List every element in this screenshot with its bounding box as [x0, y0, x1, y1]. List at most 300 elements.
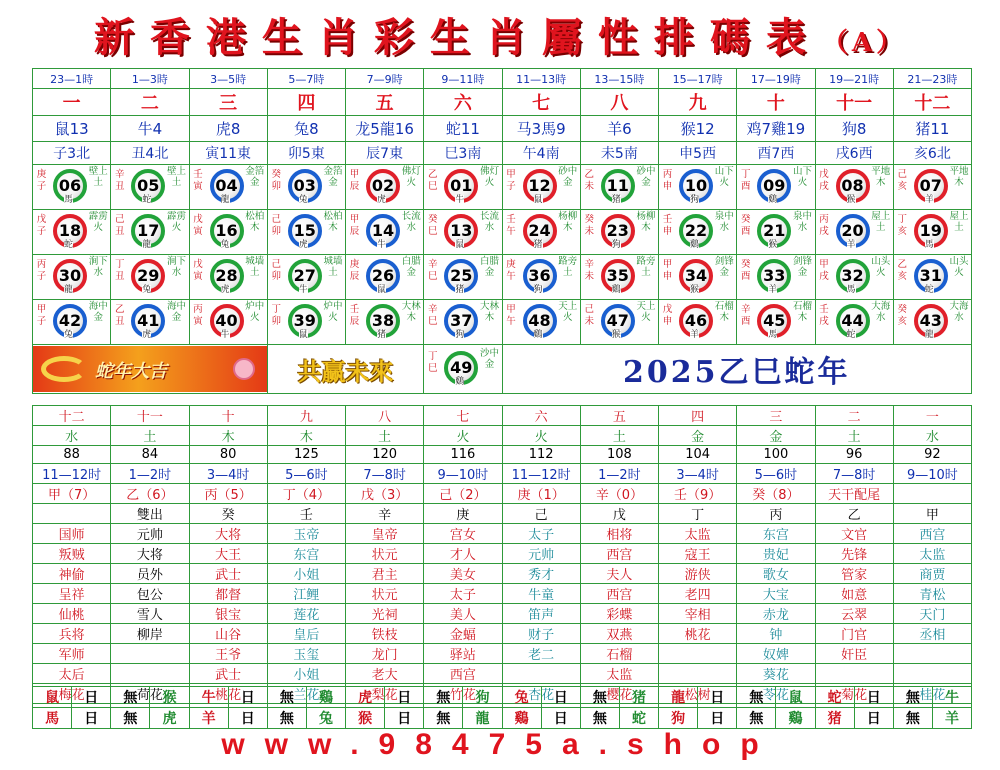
ball-cell [580, 255, 658, 300]
title-cell: 东宫 [267, 544, 345, 564]
element-label: 砂中金 [558, 166, 578, 188]
banner-text: 蛇年大吉 [95, 361, 167, 382]
title-cell: 铁枝 [346, 624, 424, 644]
ganzhi-label: 丙戌 [819, 214, 829, 237]
ball-number: 32 [841, 266, 864, 285]
ganzhi-label: 庚午 [506, 259, 516, 282]
conflict-cell: 無 [267, 708, 306, 729]
ball-cell [111, 165, 189, 210]
title-cell: 元帅 [111, 524, 189, 544]
mid-hour-cell: 11—12时 [502, 464, 580, 484]
animal-label: 虎 [377, 195, 387, 205]
stem2-cell: 乙 [815, 504, 893, 524]
stem2-cell [33, 504, 111, 524]
ball-cell [815, 300, 893, 345]
hour-cell: 7—9時 [346, 69, 424, 89]
zodiac-cell: 羊6 [580, 116, 658, 142]
ball-number: 12 [528, 176, 551, 195]
ball-row [33, 210, 972, 255]
ganzhi-label: 己丑 [114, 214, 125, 237]
animal-label: 兔 [220, 240, 230, 250]
conflict-cell: 無 [893, 687, 932, 708]
title-cell: 青松 [893, 584, 971, 604]
direction-cell: 申5西 [659, 142, 737, 165]
ball-cell [424, 165, 502, 210]
element-row [33, 426, 972, 446]
title-cell: 银宝 [189, 604, 267, 624]
element-label: 山下火 [714, 166, 734, 188]
element-cell: 金 [737, 426, 815, 446]
element-label: 炉中火 [323, 301, 343, 323]
animal-label: 馬 [64, 195, 74, 205]
element-label: 屋上土 [871, 211, 891, 233]
ball-cell [424, 210, 502, 255]
animal-label: 猴 [611, 330, 621, 340]
ball-cell [659, 165, 737, 210]
conflict-cell: 龍 [463, 708, 502, 729]
element-label: 海中金 [88, 301, 108, 323]
element-label: 长流水 [401, 211, 421, 233]
ganzhi-label: 辛酉 [740, 304, 751, 327]
value-cell: 84 [111, 446, 189, 464]
title-cell: 老四 [659, 584, 737, 604]
ball-number: 23 [606, 221, 629, 240]
direction-cell: 辰7東 [346, 142, 424, 165]
element-cell: 水 [33, 426, 111, 446]
value-cell: 120 [346, 446, 424, 464]
animal-label: 猴 [768, 240, 778, 250]
title-cell [893, 644, 971, 664]
conflict-row [33, 708, 972, 729]
mid-number-cell: 十一 [111, 406, 189, 426]
conflict-cell: 無 [893, 708, 932, 729]
ball-cell [659, 210, 737, 255]
ganzhi-label: 己未 [584, 304, 594, 327]
conflict-cell: 蛇 [815, 687, 854, 708]
mid-number-cell: 九 [267, 406, 345, 426]
ganzhi-label: 癸亥 [897, 304, 907, 327]
title-cell [815, 664, 893, 684]
promo-row [33, 345, 972, 394]
title-cell: 皇帝 [346, 524, 424, 544]
ball-number: 02 [371, 176, 395, 195]
title-cell: 状元 [346, 544, 424, 564]
ball-row [33, 165, 972, 210]
element-label: 天上火 [558, 301, 578, 323]
ball-cell [189, 255, 267, 300]
title-cell: 彩蝶 [580, 604, 658, 624]
element-label: 大海水 [949, 301, 969, 323]
title-cell [111, 664, 189, 684]
ganzhi-label: 壬申 [662, 214, 673, 237]
mid-hour-cell: 3—4时 [659, 464, 737, 484]
ball-number: 47 [606, 311, 629, 330]
element-label: 霹雳火 [166, 211, 186, 233]
hour-cell: 23—1時 [33, 69, 111, 89]
element-cell: 金 [659, 426, 737, 446]
ganzhi-label: 癸未 [584, 214, 594, 237]
ganzhi-label: 甲戌 [819, 259, 829, 282]
value-cell: 88 [33, 446, 111, 464]
direction-cell: 亥6北 [893, 142, 971, 165]
ball-cell [424, 300, 502, 345]
title-cell: 财子 [502, 624, 580, 644]
ball-number: 16 [215, 221, 238, 240]
ball-number: 36 [528, 266, 551, 285]
zodiac-cell: 鸡7雞19 [737, 116, 815, 142]
title-cell: 荷花 [111, 684, 189, 704]
direction-cell: 午4南 [502, 142, 580, 165]
hour-cell: 1—3時 [111, 69, 189, 89]
attributes-body [33, 406, 972, 704]
title-cell: 竹花 [424, 684, 502, 704]
element-cell: 水 [893, 426, 971, 446]
zodiac-cell: 龙5龍16 [346, 116, 424, 142]
mid-hour-cell: 1—2时 [111, 464, 189, 484]
element-cell: 木 [189, 426, 267, 446]
element-label: 长流水 [479, 211, 499, 233]
ball-cell [189, 165, 267, 210]
element-label: 石榴木 [792, 301, 812, 323]
stem2-cell: 丁 [659, 504, 737, 524]
value-cell: 108 [580, 446, 658, 464]
element-label: 大林木 [479, 301, 499, 323]
value-row [33, 446, 972, 464]
attributes-table [32, 405, 972, 704]
ball-cell [580, 300, 658, 345]
element-label: 城墙土 [245, 256, 265, 278]
conflict-cell: 無 [737, 687, 776, 708]
title-cell: 菊花 [815, 684, 893, 704]
ganzhi-label: 己卯 [271, 259, 281, 282]
title-cell: 商贾 [893, 564, 971, 584]
element-cell: 火 [502, 426, 580, 446]
conflict-cell: 無 [580, 708, 619, 729]
title-cell: 游侠 [659, 564, 737, 584]
hours-row [33, 69, 972, 89]
title-cell: 元帅 [502, 544, 580, 564]
title-row [33, 624, 972, 644]
promo-slogan: 共赢未來 [297, 356, 394, 386]
ganzhi-label: 丁亥 [897, 214, 907, 237]
element-label: 霹雳火 [88, 211, 108, 233]
mid-hour-row [33, 464, 972, 484]
ganzhi-label: 癸酉 [740, 214, 751, 237]
title-cell: 相将 [580, 524, 658, 544]
mid-number-row [33, 406, 972, 426]
conflict-cell: 兔 [306, 708, 345, 729]
promo-slogan-cell [267, 345, 424, 394]
animal-label: 兔 [64, 330, 74, 340]
title-cell: 奸臣 [815, 644, 893, 664]
mid-hour-cell: 1—2时 [580, 464, 658, 484]
direction-cell: 酉7西 [737, 142, 815, 165]
element-label: 屋上土 [949, 211, 969, 233]
conflict-cell: 日 [854, 708, 893, 729]
conflict-cell: 猪 [619, 687, 658, 708]
hour-cell: 17—19時 [737, 69, 815, 89]
element-label: 金箔金 [245, 166, 265, 188]
title-cell: 兵将 [33, 624, 111, 644]
zodiac-cell: 虎8 [189, 116, 267, 142]
conflict-cell: 無 [267, 687, 306, 708]
direction-row [33, 142, 972, 165]
animal-label: 鼠 [533, 195, 543, 205]
title-cell: 国师 [33, 524, 111, 544]
element-label: 涧下水 [88, 256, 108, 278]
title-cell: 太子 [424, 584, 502, 604]
ganzhi-label: 辛巳 [427, 259, 438, 282]
conflict-cell: 日 [385, 708, 424, 729]
element-label: 大海水 [871, 301, 891, 323]
title-cell: 贵妃 [737, 544, 815, 564]
ball-cell [659, 255, 737, 300]
title-cell: 状元 [346, 584, 424, 604]
ball-cell [502, 165, 580, 210]
title-cell: 玉帝 [267, 524, 345, 544]
title-cell: 莲花 [267, 604, 345, 624]
number-cell: 十 [737, 89, 815, 116]
ganzhi-label: 壬寅 [193, 169, 203, 192]
ball-number: 09 [763, 176, 786, 195]
title-cell: 老二 [502, 644, 580, 664]
title-cell: 赤龙 [737, 604, 815, 624]
title-cell [111, 644, 189, 664]
mid-number-cell: 七 [424, 406, 502, 426]
animal-label: 狗 [690, 195, 700, 205]
zodiac-cell: 马3馬9 [502, 116, 580, 142]
title-cell: 杏花 [502, 684, 580, 704]
ganzhi-label: 己亥 [897, 169, 907, 192]
zodiac-cell: 鼠13 [33, 116, 111, 142]
conflict-cell: 狗 [463, 687, 502, 708]
animal-label: 猴 [690, 285, 700, 295]
title-cell: 小姐 [267, 664, 345, 684]
number-cell: 十一 [815, 89, 893, 116]
ganzhi-label: 乙亥 [897, 259, 907, 282]
element-label: 白腊金 [479, 256, 499, 278]
ball-cell [111, 210, 189, 255]
ball-cell [267, 300, 345, 345]
mid-hour-cell: 3—4时 [189, 464, 267, 484]
conflict-cell: 虎 [150, 708, 189, 729]
title-cell: 樱花 [580, 684, 658, 704]
ball-number: 13 [450, 221, 473, 240]
title-cell: 秀才 [502, 564, 580, 584]
ball-number: 22 [684, 221, 708, 240]
title-cell: 笛声 [502, 604, 580, 624]
stem2-cell: 雙出 [111, 504, 189, 524]
element-label: 松柏木 [245, 211, 265, 233]
title-cell: 奴婢 [737, 644, 815, 664]
ball-number: 03 [293, 176, 316, 195]
title-cell: 江鲤 [267, 584, 345, 604]
value-cell: 125 [267, 446, 345, 464]
animal-label: 狗 [533, 285, 543, 295]
mid-number-cell: 六 [502, 406, 580, 426]
mid-hour-cell: 11—12时 [33, 464, 111, 484]
value-cell: 112 [502, 446, 580, 464]
element-label: 泉中水 [792, 211, 812, 233]
ganzhi-label: 甲子 [506, 169, 516, 192]
stem-cell: 甲（7） [33, 484, 111, 504]
element-cell: 土 [580, 426, 658, 446]
stem-cell: 庚（1） [502, 484, 580, 504]
ganzhi-label: 甲辰 [349, 169, 360, 192]
mid-number-cell: 八 [346, 406, 424, 426]
ganzhi-label: 癸巳 [427, 214, 438, 237]
ball-number: 48 [528, 311, 551, 330]
conflict-cell: 無 [580, 687, 619, 708]
ball-number: 11 [606, 176, 629, 195]
mid-number-cell: 一 [893, 406, 971, 426]
element-label: 平地木 [949, 166, 969, 188]
animal-label: 猪 [611, 195, 621, 205]
element-label: 路旁土 [636, 256, 656, 278]
element-label: 山头火 [949, 256, 969, 278]
element-label: 白腊金 [401, 256, 421, 278]
animal-label: 鷄 [768, 195, 778, 205]
conflict-cell: 鷄 [502, 708, 541, 729]
stem-cell: 辛（0） [580, 484, 658, 504]
stem-cell: 乙（6） [111, 484, 189, 504]
title-cell: 夫人 [580, 564, 658, 584]
zodiac-cell: 兔8 [267, 116, 345, 142]
conflict-cell: 無 [111, 708, 150, 729]
title-cell: 武士 [189, 664, 267, 684]
value-cell: 92 [893, 446, 971, 464]
ball-cell [33, 300, 111, 345]
number-cell: 七 [502, 89, 580, 116]
value-cell: 100 [737, 446, 815, 464]
title-cell: 雪人 [111, 604, 189, 624]
mid-number-cell: 三 [737, 406, 815, 426]
title-cell: 皇后 [267, 624, 345, 644]
ball-cell [893, 255, 971, 300]
ball-number: 21 [763, 221, 786, 240]
title-cell: 光祠 [346, 604, 424, 624]
conflict-cell: 無 [424, 708, 463, 729]
direction-cell: 丑4北 [111, 142, 189, 165]
conflict-cell: 鼠 [33, 687, 72, 708]
animal-label: 馬 [768, 330, 778, 340]
animal-label: 馬 [846, 285, 856, 295]
conflict-cell: 日 [228, 708, 267, 729]
ball-number: 34 [684, 266, 708, 285]
stem2-cell: 己 [502, 504, 580, 524]
title-cell: 驿站 [424, 644, 502, 664]
ball-row [33, 300, 972, 345]
animal-label: 羊 [768, 285, 778, 295]
ganzhi-label: 甲申 [662, 259, 673, 282]
title-cell: 员外 [111, 564, 189, 584]
title-cell: 梨花 [346, 684, 424, 704]
ganzhi-label: 丙申 [662, 169, 673, 192]
element-label: 佛灯火 [401, 166, 421, 188]
animal-label: 猴 [846, 195, 856, 205]
ganzhi-label: 壬辰 [349, 304, 360, 327]
direction-cell: 卯5東 [267, 142, 345, 165]
element-label: 路旁土 [558, 256, 578, 278]
zodiac-cell: 猴12 [659, 116, 737, 142]
number-cell: 六 [424, 89, 502, 116]
title-cell: 梅花 [33, 684, 111, 704]
conflict-cell: 日 [385, 687, 424, 708]
special-ball-cell [424, 345, 502, 394]
value-cell: 96 [815, 446, 893, 464]
title-row [33, 664, 972, 684]
ball-cell [659, 300, 737, 345]
title-cell: 天门 [893, 604, 971, 624]
element-label: 剑锋金 [792, 256, 812, 278]
ganzhi-label: 乙巳 [427, 169, 438, 192]
ball-number: 10 [684, 176, 708, 195]
mid-hour-cell: 5—6时 [737, 464, 815, 484]
conflict-cell: 日 [541, 687, 580, 708]
conflict-cell: 無 [424, 687, 463, 708]
title-cell: 武士 [189, 564, 267, 584]
title-cell: 西宫 [580, 544, 658, 564]
conflict-cell: 無 [737, 708, 776, 729]
conflict-cell: 羊 [189, 708, 228, 729]
zodiac-row [33, 116, 972, 142]
element-label: 剑锋金 [714, 256, 734, 278]
animal-label: 蛇 [142, 195, 152, 205]
ball-number: 43 [919, 311, 942, 330]
snake-icon [41, 356, 87, 382]
stem-cell: 己（2） [424, 484, 502, 504]
ball-cell [111, 300, 189, 345]
stem2-cell: 癸 [189, 504, 267, 524]
direction-cell: 子3北 [33, 142, 111, 165]
title-row [33, 584, 972, 604]
ganzhi-label: 壬戌 [819, 304, 829, 327]
ganzhi-label: 乙丑 [114, 304, 125, 327]
value-cell: 80 [189, 446, 267, 464]
title-cell: 西宫 [580, 584, 658, 604]
title-cell: 仙桃 [33, 604, 111, 624]
ball-number: 18 [58, 221, 82, 240]
number-cell: 十二 [893, 89, 971, 116]
conflict-cell: 日 [228, 687, 267, 708]
number-cell: 三 [189, 89, 267, 116]
ganzhi-label: 辛巳 [427, 304, 438, 327]
ball-number: 25 [450, 266, 473, 285]
element-label: 大林木 [401, 301, 421, 323]
title-cell: 柳岸 [111, 624, 189, 644]
animal-label: 羊 [924, 195, 934, 205]
conflict-cell: 鼠 [776, 687, 815, 708]
element-label: 天上火 [636, 301, 656, 323]
stem-cell: 天干配尾 [815, 484, 893, 504]
conflict-cell: 猴 [150, 687, 189, 708]
animal-label: 狗 [611, 240, 621, 250]
ball-number: 08 [841, 176, 864, 195]
element-label: 杨柳木 [636, 211, 656, 233]
animal-label: 蛇 [846, 330, 856, 340]
stem2-cell: 壬 [267, 504, 345, 524]
ganzhi-label: 甲午 [506, 304, 516, 327]
zodiac-table [32, 68, 972, 394]
title-cell: 老大 [346, 664, 424, 684]
title-cell: 葵花 [737, 664, 815, 684]
title-cell: 丞相 [893, 624, 971, 644]
ganzhi-label: 丁卯 [271, 304, 281, 327]
ball-number: 15 [293, 221, 316, 240]
ball-number: 27 [293, 266, 316, 285]
title-suffix: （A） [821, 28, 907, 58]
title-cell: 玉玺 [267, 644, 345, 664]
